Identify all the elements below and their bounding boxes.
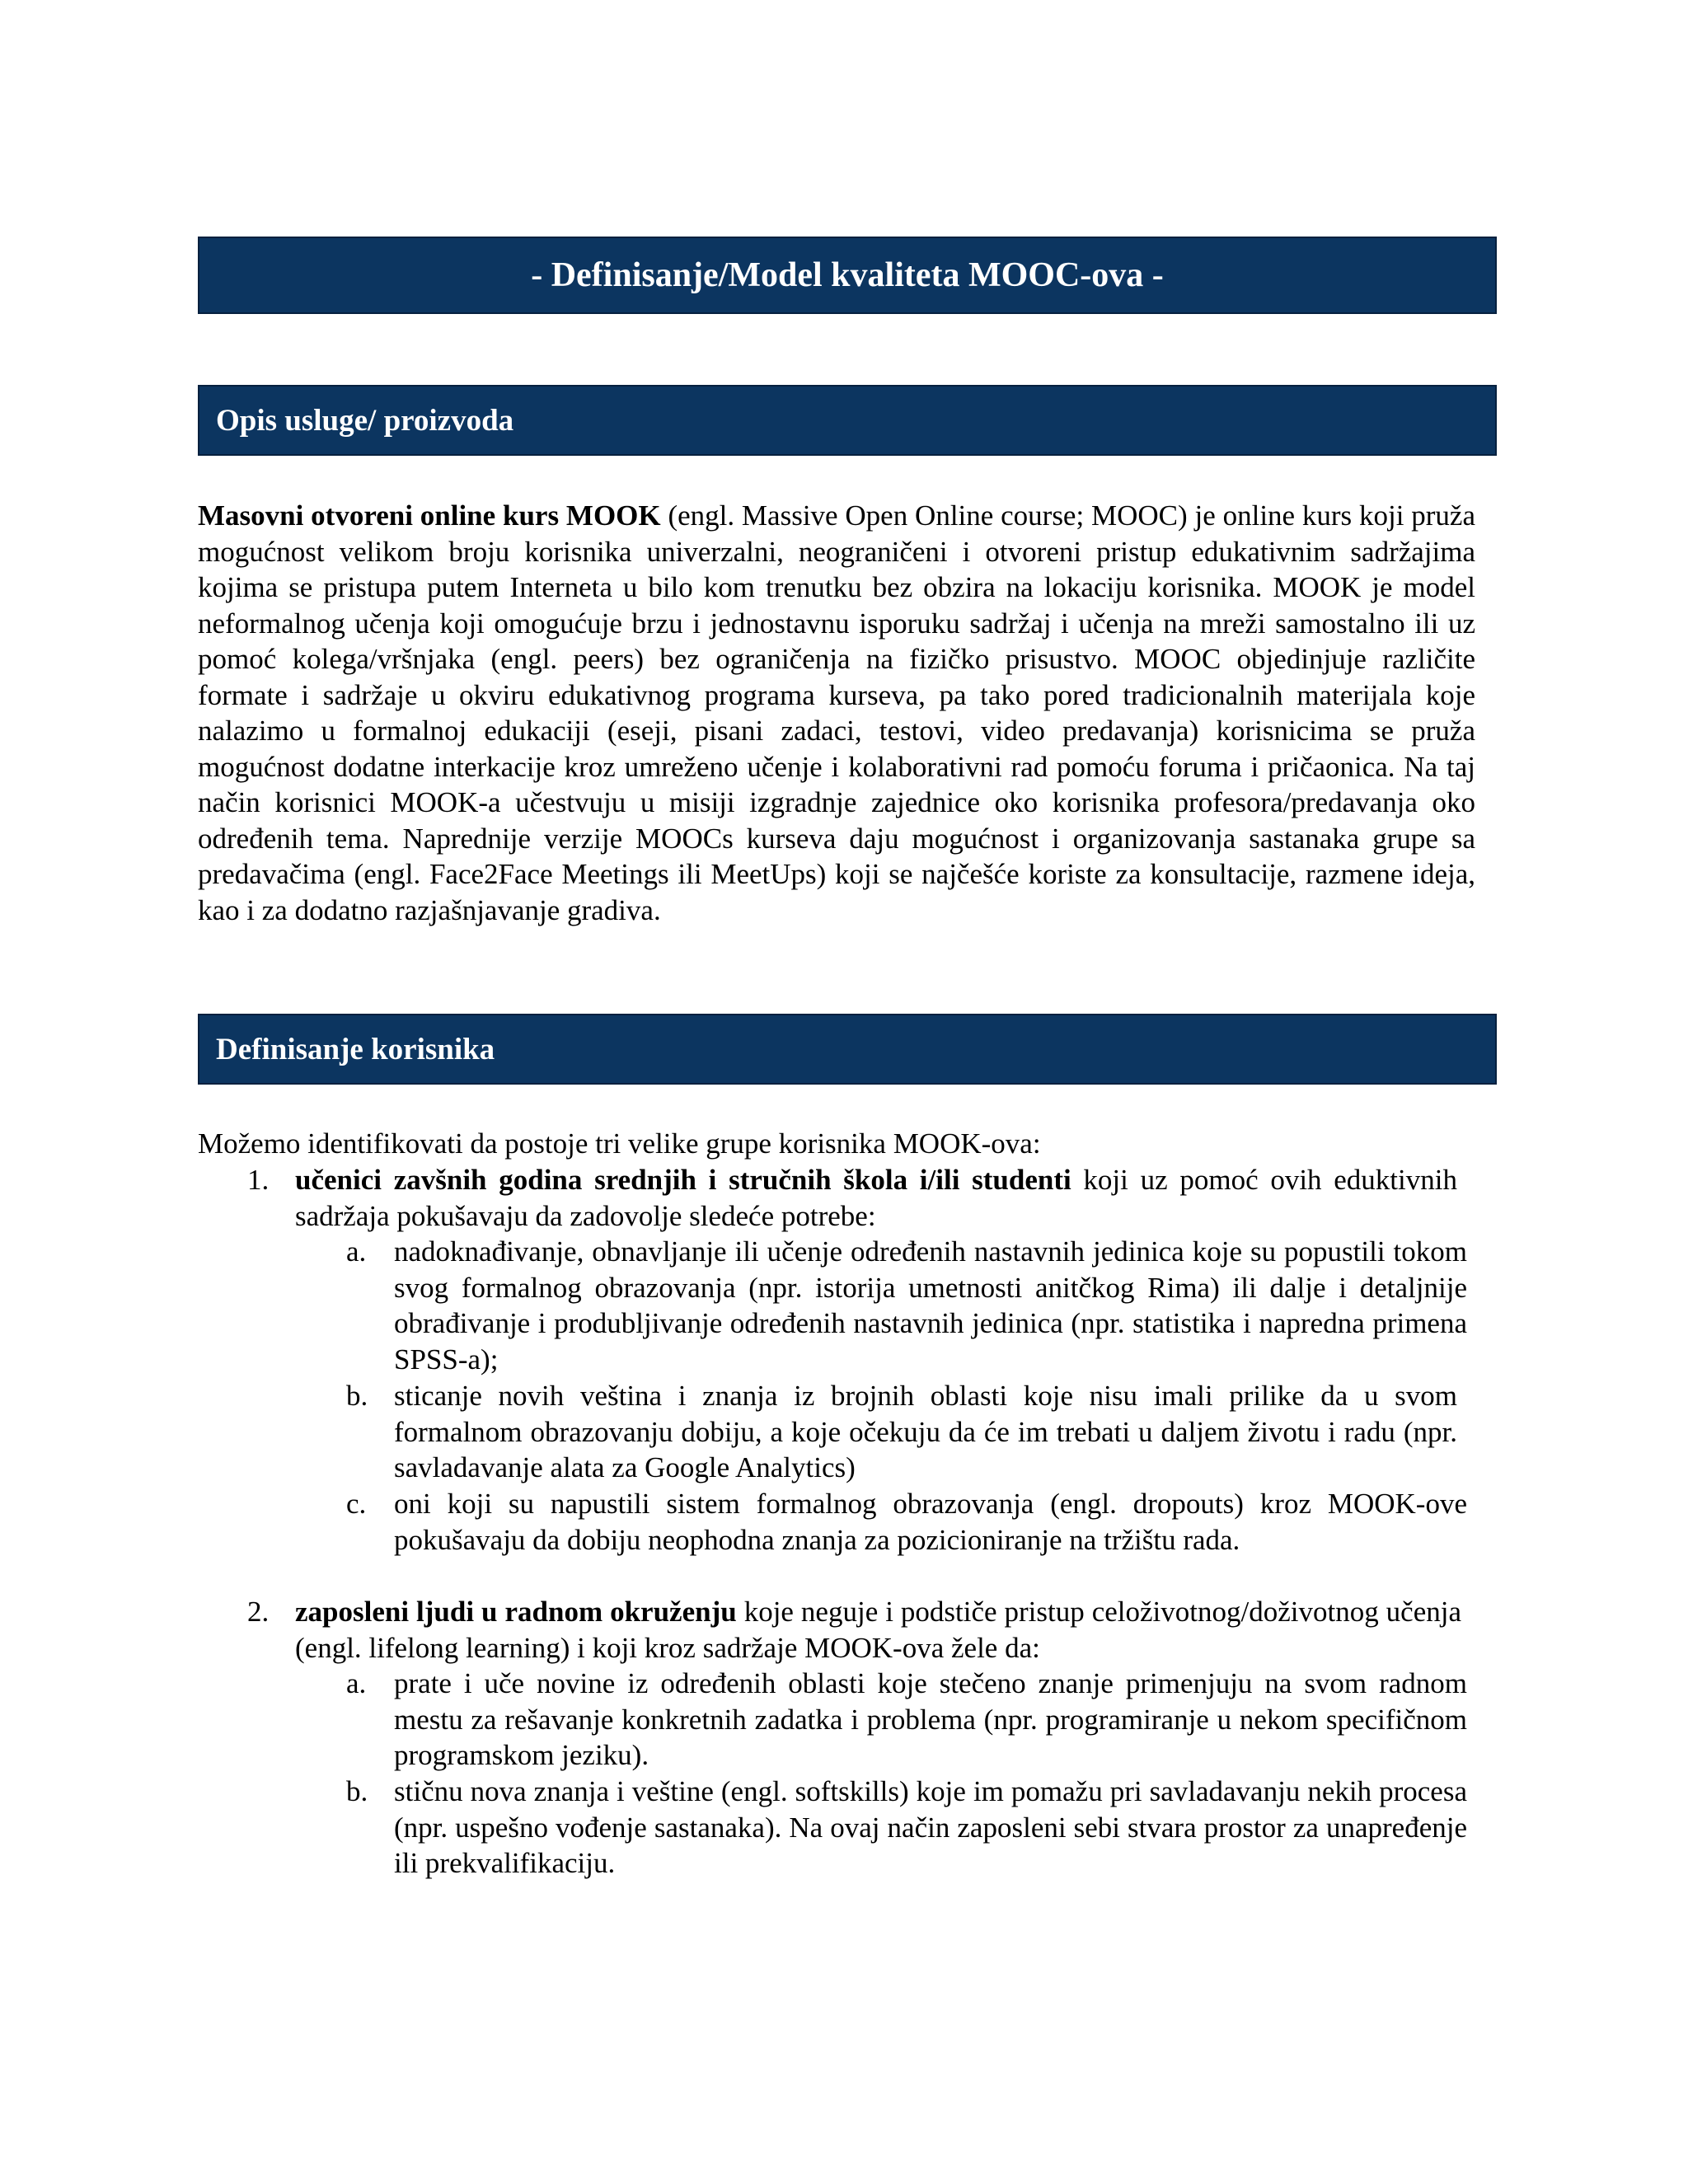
paragraph-body: (engl. Massive Open Online course; MOOC) je online kurs koji pruža mogućnost velikom broju korisnika univerzalni, neograničeni i otvoreni pristup edukativnim sadržajima kojima se pristupa putem Interneta u bilo kom trenutku bez obzira na lokaciju korisnika. MOOK je model neformalnog učenja koji omogućuje brzu i jednostavnu isporuku sadržaj i učenja na mreži samostalno ili uz pomoć kolega/vršnjaka (engl. peers) bez ograničenja na fizičko prisustvo. MOOC objedinjuje različite formate i sadržaje u okviru edukativnog programa kurseva, pa tako pored tradicionalnih materijala koje nalazimo u formalnoj edukaciji (eseji, pisani zadaci, testovi, video predavanja) korisnicima se pruža mogućnost dodatne interkacije kroz umreženo učenje i kolaborativni rad pomoću foruma i pričaonica. Na taj način korisnici MOOK-a učestvuju u misiji izgradnje zajednice oko korisnika profesora/predavanja oko određenih tema. Naprednije verzije MOOCs kurseva daju mogućnost i organizovanja sastanaka grupe sa predavačima (engl. Face2Face Meetings ili MeetUps) koji se najčešće koriste za konsultacije, razmene ideja, kao i za dodatno razjašnjavanje gradiva. (198, 499, 1475, 926)
sublist-letter: b. (346, 1775, 368, 1807)
sublist-letter: a. (346, 1667, 367, 1699)
document-title: - Definisanje/Model kvaliteta MOOC-ova - (531, 256, 1164, 294)
section-heading: Definisanje korisnika (216, 1032, 495, 1066)
list-number: 1. (247, 1164, 270, 1196)
section-heading: Opis usluge/ proizvoda (216, 403, 514, 438)
sublist-item: stičnu nova znanja i veštine (engl. softskills) koje im pomažu pri savladavanju nekih procesa (npr. uspešno vođenje sastanaka). Na ovaj način zaposleni sebi stvara prostor za unapređenje ili prekvalifikaciju. (394, 1775, 1467, 1879)
description-paragraph (198, 498, 1475, 928)
list-number: 2. (247, 1596, 270, 1628)
sublist-item: prate i uče novine iz određenih oblasti koje stečeno znanje primenjuju na svom radnom mestu za rešavanje konkretnih zadatka i problema (npr. programiranje u nekom specifičnom programskom jeziku). (394, 1667, 1467, 1771)
list-item-bold: učenici zavšnih godina srednjih i stručnih škola i/ili studenti (295, 1164, 1071, 1196)
list-item (295, 1594, 1461, 1666)
list-item-text: koji uz pomoć ovih eduktivnih sadržaja pokušavaju da zadovolje sledeće potrebe: (295, 1164, 1457, 1232)
document-title-banner (198, 237, 1497, 314)
sublist-letter: b. (346, 1380, 368, 1412)
sublist-item: oni koji su napustili sistem formalnog obrazovanja (engl. dropouts) kroz MOOK-ove pokušavaju da dobiju neophodna znanja za pozicioniranje na tržištu rada. (394, 1488, 1467, 1556)
sublist-letter: a. (346, 1235, 367, 1268)
list-item (295, 1162, 1457, 1234)
section-heading-banner-2 (198, 1014, 1497, 1085)
section-heading-banner-1 (198, 385, 1497, 456)
paragraph-lead-bold: Masovni otvoreni online kurs MOOK (198, 499, 661, 532)
list-item-bold: zaposleni ljudi u radnom okruženju (295, 1596, 737, 1628)
list-item-text: koje neguje i podstiče pristup celoživotnog/doživotnog učenja (engl. lifelong learning) i koji kroz sadržaje MOOK-ova žele da: (295, 1596, 1461, 1664)
sublist-item: sticanje novih veština i znanja iz brojnih oblasti koje nisu imali prilike da u svom formalnom obrazovanju dobiju, a koje očekuju da će im trebati u daljem životu i radu (npr. savladavanje alata za Google Analytics) (394, 1380, 1457, 1483)
sublist-letter: c. (346, 1488, 367, 1520)
users-intro: Možemo identifikovati da postoje tri velike grupe korisnika MOOK-ova: (198, 1127, 1041, 1160)
sublist-item: nadoknađivanje, obnavljanje ili učenje određenih nastavnih jedinica koje su popustili tokom svog formalnog obrazovanja (npr. istorija umetnosti anitčkog Rima) ili dalje i detaljnije obrađivanje i produbljivanje određenih nastavnih jedinica (npr. statistika i napredna primena SPSS-a); (394, 1235, 1467, 1376)
